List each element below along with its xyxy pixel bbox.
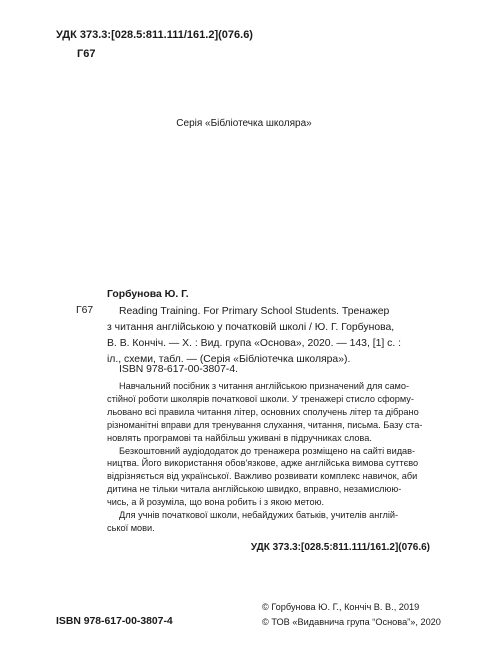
record-author: Горбунова Ю. Г.: [107, 289, 189, 300]
annotation-line: відрізняється від української. Важливо розвивати комплекс навичок, аби: [107, 471, 418, 482]
biblio-line: Reading Training. For Primary School Students. Тренажер: [119, 306, 390, 317]
bibliographic-description: [107, 304, 401, 368]
record-sign-code: Г67: [76, 305, 94, 316]
copyright-line: © ТОВ «Видавнича група “Основа”», 2020: [262, 617, 441, 627]
annotation-line: Безкоштовний аудіододаток до тренажера розміщено на сайті видав-: [119, 445, 416, 456]
annotation-line: ської мови.: [107, 522, 155, 533]
biblio-line: В. В. Кончіч. — Х. : Вид. група «Основа», 2020. — 143, [1] с. :: [107, 338, 402, 349]
biblio-line: з читання англійською у початковій школі / Ю. Г. Горбунова,: [107, 322, 395, 333]
annotation-line: ництва. Його використання обов'язкове, адже англійська вимова суттєво: [107, 458, 419, 469]
annotation-line: чись, а й розуміла, що вона робить і з якою метою.: [107, 497, 325, 508]
isbn-footer: ISBN 978-617-00-3807-4: [56, 616, 173, 627]
udk-classification: УДК 373.3:[028.5:811.111/161.2](076.6): [56, 29, 253, 41]
annotation-line: стійної роботи школярів початкової школи. У тренажері стисло сформу-: [107, 393, 414, 404]
annotation-line: новлять програмові та найбільш уживані в підручниках слова.: [107, 432, 372, 443]
annotation-line: Навчальний посібник з читання англійською призначений для само-: [119, 381, 410, 391]
annotation-line: льовано всі правила читання літер, основних сполучень літер та дібрано: [107, 406, 419, 417]
author-sign-code: Г67: [77, 48, 96, 60]
annotation-line: Для учнів початкової школи, небайдужих батьків, учителів англій-: [119, 510, 399, 521]
copyright-line: © Горбунова Ю. Г., Кончіч В. В., 2019: [262, 602, 420, 612]
annotation-line: дитина не тільки читала англійською швидко, вправно, незамислюю-: [107, 484, 402, 495]
biblio-line: іл., схеми, табл. — (Серія «Бібліотечка школяра»).: [107, 354, 351, 365]
annotation-line: різноманітні вправи для тренування слухання, читання, письма. Базу ста-: [107, 419, 423, 430]
annotation: [107, 380, 422, 535]
udk-footer: УДК 373.3:[028.5:811.111/161.2](076.6): [250, 542, 430, 553]
copyright-block: [262, 600, 441, 630]
record-isbn: ISBN 978-617-00-3807-4.: [119, 364, 238, 375]
series-title: Серія «Бібліотечка школяра»: [176, 118, 312, 129]
